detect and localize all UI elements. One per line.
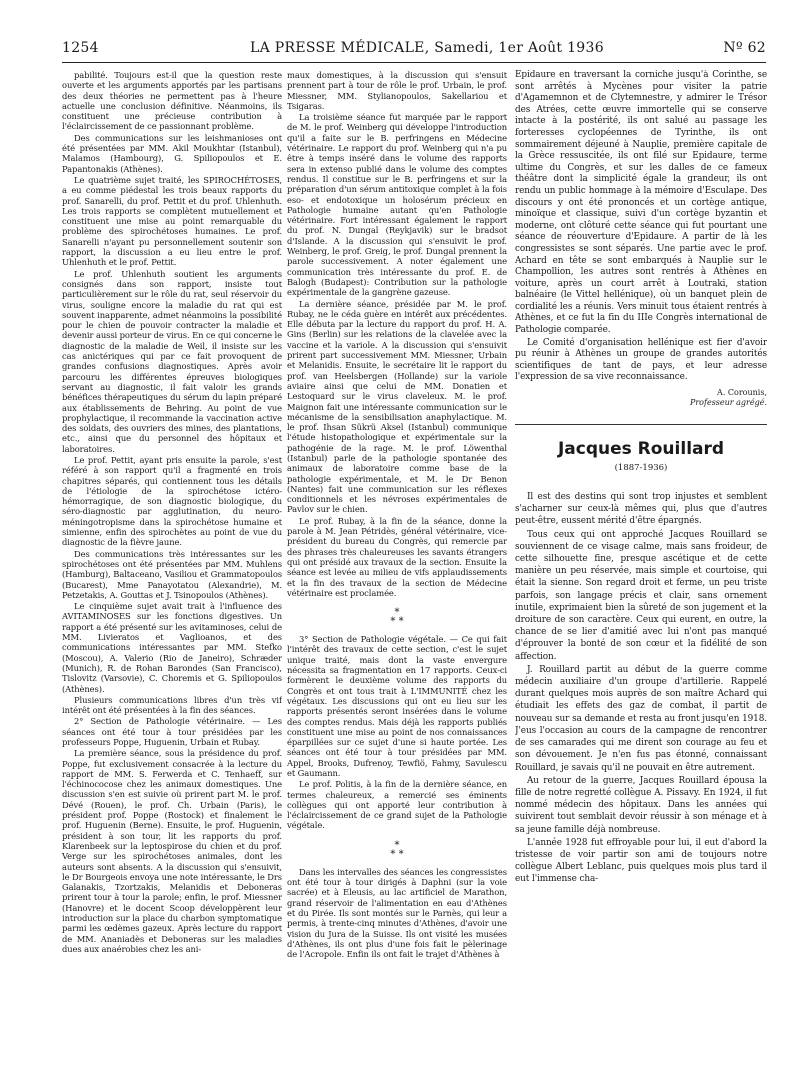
paragraph: Le cinquième sujet avait trait à l'influence des AVITAMINOSES sur les fonctions digestives. Un rapport a été présenté sur les avitaminoses, celui de MM. Livieratos et Vaglioanos, et des communications intéressantes par MM. Stefko (Moscou), A. Valerio (Rio de Janeiro), Schræder (Munich), R. de Rohan Barondes (San Francisco), Tislovitz (Varsovie), C. Choremis et G. Spiliopoulos (Athènes). <box>62 601 282 694</box>
paragraph: pabilité. Toujours est-il que la question reste ouverte et les arguments apportés par les partisans des deux théories ne permettent pas à l'heure actuelle une conclusion définitive. Néanmoins, ils constituent une précieuse contribution à l'éclaircissement de ce passionnant problème. <box>62 70 282 132</box>
paragraph: Epidaure en traversant la corniche jusqu'à Corinthe, se sont arrêtés à Mycènes pour visiter la patrie d'Agamemnon et de Clytemnestre, y admirer le Trésor des Atrées, cette œuvre immortelle qui se conserve intacte à la postérité, ils ont salué au passage les forteresses cyclopéennes de Tyrinthe, ils ont sommairement déjeuné à Nauplie, première capitale de la Grèce ressuscitée, ils ont filé sur Epidaure, terme ultime du Congrès, et sur les dalles de ce fameux théâtre dont la simplicité égale la grandeur, ils ont rendu un public hommage à la mémoire d'Esculape. Des discours y ont été prononcés et un cortège antique, minoïque et classique, suivi d'un cortège byzantin et moderne, ont clôturé cette séance qui fut pourtant une séance de réouverture d'Epidaure. A partir de là les congressistes se sont séparés. Une partie avec le prof. Achard en tête se sont embarqués à Nauplie sur le Champollion, les autres sont rentrés à Athènes en voiture, après un court arrêt à Loutraki, station balnéaire (le Vittel hellénique), où un banquet plein de cordialité les a réunis. Vers minuit tous étaient rentrés à Athènes, et ce fut la fin du IIIe Congrès international de Pathologie comparée. <box>515 70 767 336</box>
author-signature <box>515 388 767 408</box>
obituary-title: Jacques Rouillard <box>557 439 725 460</box>
obituary-paragraph: J. Rouillard partit au début de la guerre comme médecin auxiliaire d'un groupe d'artillerie. Rappelé durant quelques mois auprès de son maître Achard qui étudiait les effets des gaz de combat, il partit de nouveau sur sa demande et resta au front jusqu'en 1918. J'eus l'occasion au cours de la campagne de rencontrer de ses camarades qui me dirent son courage au feu et son dévouement. Je n'en fus pas étonné, connaissant Rouillard, je savais qu'il ne pouvait en être autrement. <box>515 664 767 773</box>
paragraph: La première séance, sous la présidence du prof. Poppe, fut exclusivement consacrée à la lecture du rapport de MM. S. Ferwerda et C. Tenhaeff, sur l'échinococose chez les animaux domestiques. Une discussion s'en est suivie où prirent part M. le prof. Dévé (Rouen), le prof. Ch. Urbain (Paris), le président prof. Poppe (Rostock) et finalement le prof. Huguenin (Berne). Ensuite, le prof. Huguenin, président à son tour, lit les rapports du prof. Klarenbeek sur la leptospirose du chien et du prof. Verge sur les spirochétoses animales, dont les auteurs sont absents. A la discussion qui s'ensuivit, le Dr Bourgeois envoya une note intéressante, le Drs Galanakis, Tzortzakis, Melanidis et Deboneras prirent tour à tour la parole; enfin, le prof. Miessner (Hanovre) et le docent Scoop développèrent leur introduction sur la place du charbon symptomatique parmi les œdèmes gazeux. Après lecture du rapport de MM. Ananiadès et Deboneras sur les maladies dues aux anaérobies chez les ani- <box>62 748 282 954</box>
column-left <box>62 70 282 1080</box>
paragraph: Plusieurs communications libres d'un très vif intérêt ont été présentées à la fin des séances. <box>62 694 282 716</box>
column-middle <box>287 70 507 1080</box>
paragraph: Le quatrième sujet traité, les SPIROCHÉTOSES, a eu comme piédestal les trois beaux rapports du prof. Sanarelli, du prof. Pettit et du prof. Uhlenhuth. Les trois rapports se complètent mutuellement et constituent une mise au point remarquable du problème des spirochétoses humaines. Le prof. Sanarelli n'ayant pu personnellement soutenir son rapport, la discussion a eu lieu entre le prof. Uhlenhuth et le prof. Pettit. <box>62 174 282 268</box>
paragraph: La troisième séance fut marquée par le rapport de M. le prof. Weinberg qui développe l'introduction qu'il a faite sur le B. perfringens en Médecine vétérinaire. Le rapport du prof. Weinberg qui n'a pu être à temps inséré dans le volume des rapports sera in extenso publié dans le volume des comptes rendus. Il constitue sur le B. perfringens et sur la préparation d'un sérum antitoxique complet à la fois eso- et endotoxique un holosérum précieux en Pathologie humaine autant qu'en Pathologie vétérinaire. Fort intéressant également le rapport du prof. N. Dungal (Reykjavik) sur le bradsot d'Islande. A la discussion qui s'ensuivit le prof. Weinberg, le prof. Greig, le prof. Dungal prennent la parole successivement. A noter également une communication très intéressante du prof. E. de Balogh (Budapest): Contribution sur la pathologie expérimentale de la gangrène gazeuse. <box>287 112 507 298</box>
page-header <box>62 40 766 62</box>
signature-title: Professeur agrégé. <box>689 398 767 408</box>
obituary-paragraph: Au retour de la guerre, Jacques Rouillard épousa la fille de notre regretté collègue A. Pissavy. En 1924, il fut nommé médecin des hôpitaux. Dans les années qui suivirent tout semblait devoir réussir à son ménage et à sa jeune famille déjà nombreuse. <box>515 775 767 835</box>
obituary-paragraph: L'année 1928 fut effroyable pour lui, il eut d'abord la tristesse de voir partir son ami de toujours notre collègue Albert Leblanc, puis quelques mois plus tard il eut l'immense cha- <box>515 837 767 885</box>
paragraph: Le Comité d'organisation hellénique est fier d'avoir pu réunir à Athènes un groupe de grandes autorités scientifiques de tant de pays, et leur adresse l'expression de sa vive reconnaissance. <box>515 337 767 383</box>
signature-name: A. Corounis, <box>717 388 767 398</box>
paragraph: Le prof. Uhlenhuth soutient les arguments consignés dans son rapport, insiste tout particulièrement sur le rôle du rat, seul réservoir du virus, souligne encore la maladie du rat qui est souvent inapparente, admet néanmoins la possibilité pour le chien de pouvoir contracter la maladie et devenir aussi porteur de virus. En ce qui concerne le diagnostic de la maladie de Weil, il insiste sur les cas anictériques qui par ce fait provoquent de grandes confusions diagnostiques. Après avoir parcouru les différentes épreuves biologiques servant au diagnostic, il fait valoir les grands bénéfices thérapeutiques du sérum du lapin préparé aux établissements de Behring. Au point de vue prophylactique, il recommande la vaccination active des soldats, des ouvriers des mines, des plantations, etc., ainsi que du personnel des hôpitaux et laboratoires. <box>62 268 282 454</box>
page-number: 1254 <box>62 40 99 56</box>
paragraph: Dans les intervalles des séances les congressistes ont été tour à tour dirigés à Daphni (sur la voie sacrée) et à Eleusis, au lac artificiel de Marathon, grand réservoir de l'alimentation en eau d'Athènes et du Pirée. Ils sont montés sur le Parnès, qui leur a permis, à trente-cinq minutes d'Athènes, d'avoir une vision du Jura de la Suisse. Ils ont visité les musées d'Athènes, ils ont plus d'une fois fait le pèlerinage de l'Acropole. Enfin ils ont fait le trajet d'Athènes à <box>287 866 507 960</box>
obituary-paragraph: Il est des destins qui sont trop injustes et semblent s'acharner sur ceux-là mêmes qui, plus que d'autres peut-être, eussent mérité d'être épargnés. <box>515 492 767 527</box>
paragraph: Le prof. Politis, à la fin de la dernière séance, en termes chaleureux, a remercié ses éminents collègues qui ont apporté leur contribution à l'éclaircissement de ce grand sujet de la Pathologie végétale. <box>287 779 507 831</box>
section-divider <box>515 424 767 425</box>
paragraph: Des communications très intéressantes sur les spirochétoses ont été présentées par MM. Muhlens (Hamburg), Baltaceano, Vasiliou et Grammatopoulos (Bucarest), Mme Panayotatou (Alexandrie), M. Petzetakis, A. Gouttas et J. Tsinopoulos (Athènes). <box>62 548 282 600</box>
header-rule <box>62 62 766 63</box>
paragraph: maux domestiques, à la discussion qui s'ensuit prennent part à tour de rôle le prof. Urbain, le prof. Miessner, MM. Stylianopoulos, Sakellariou et Tsigaras. <box>287 70 507 111</box>
asterism-ornament: * * * <box>390 607 404 628</box>
paragraph: 3° Section de Pathologie végétale. — Ce qui fait l'intérêt des travaux de cette section, c'est le sujet unique traité, mais dont la vaste envergure nécessita sa fragmentation en 17 rapports. Ceux-ci formèrent le deuxième volume des rapports du Congrès et ont tous trait à L'IMMUNITÉ chez les végétaux. Les discussions qui ont eu lieu sur les rapports présentés seront insérées dans le volume des comptes rendus. Mais déjà les rapports publiés constituent une mise au point de nos connaissances éparpillées sur ce sujet d'une si haute portée. Les séances ont été tour à tour présidées par MM. Appel, Brooks, Dufrenoy, Tewfiö, Fahmy, Savulescu et Gaumann. <box>287 634 507 778</box>
column-right <box>515 70 767 1080</box>
obituary-paragraph: Tous ceux qui ont approché Jacques Rouillard se souviennent de ce visage calme, mais sans froideur, de cette silhouette fine, presque ascétique et de cette manière un peu réservée, mais simple et courtoise, qui était la sienne. Son regard droit et ferme, un peu triste parfois, son langage précis et clair, sans ornement inutile, exprimaient bien la sûreté de son jugement et la droiture de son caractère. Ceux qui eurent, en outre, la chance de se lier d'amitié avec lui n'ont pas manqué d'éprouver la bonté de son cœur et la fidélité de son affection. <box>515 529 767 662</box>
paragraph: Le prof. Pettit, ayant pris ensuite la parole, s'est référé à son rapport qu'il a fragmenté en trois chapitres séparés, qui contiennent tous les détails de l'étiologie de la spirochétose ictéro-hémorragique, de son diagnostic biologique, du séro-diagnostic par agglutination, du neuro-méningotropisme dans la spirochétose humaine et simienne, enfin des spirochètes au point de vue du diagnostic de la fièvre jaune. <box>62 454 282 548</box>
paragraph: Des communications sur les leishmanioses ont été présentées par MM. Akil Moukhtar (Istanbul), Malamos (Hambourg), G. Spiliopoulos et E. Papantonakis (Athènes). <box>62 132 282 174</box>
issue-number: Nº 62 <box>723 40 766 56</box>
paragraph: 2° Section de Pathologie vétérinaire. — Les séances ont été tour à tour présidées par les professeurs Poppe, Huguenin, Urbain et Rubay. <box>62 716 282 747</box>
article-conclusion <box>515 70 767 384</box>
paragraph: La dernière séance, présidée par M. le prof. Rubay, ne le céda guère en intérêt aux précédentes. Elle débuta par la lecture du rapport du prof. H. A. Gins (Berlin) sur les relations de la clavelée avec la vaccine et la variole. A la discussion qui s'ensuivit prirent part successivement MM. Miessner, Urbain et Melanidis. Ensuite, le secrétaire lit le rapport du prof. van Heelsbergen (Hollande) sur la variole aviaire ainsi que celui de MM. Donatien et Lestoquard sur le virus claveleux. M. le prof. Maignon fait une intéressante communication sur le mécanisme de la sensibilisation anaphylactique. M. le prof. Ihsan Sükrü Aksel (Istanbul) communique l'étude histopathologique et expérimentale sur la pathogénie de la rage. M. le prof. Löwenthal (Istanbul) parle de la pathologie spontanée des animaux de laboratoire comme base de la pathologie expérimentale, et M. le Dr Benon (Nantes) fait une communication sur les réflexes conditionnels et les névroses expérimentales de Pavlov sur le chien. <box>287 298 507 515</box>
paragraph: Le prof. Rubay, à la fin de la séance, donne la parole à M. Jean Pétridès, général vétérinaire, vice-président du bureau du Congrès, qui remercie par des phrases très chaleureuses les savants étrangers qui ont présidé aux travaux de la section. Ensuite la séance est levée au milieu de vifs applaudissements et la fin des travaux de la section de Médecine vétérinaire est proclamée. <box>287 515 507 598</box>
asterism-ornament: * * * <box>390 839 404 860</box>
journal-title: LA PRESSE MÉDICALE, Samedi, 1er Août 1936 <box>250 40 604 56</box>
obituary-dates: (1887-1936) <box>614 463 668 474</box>
